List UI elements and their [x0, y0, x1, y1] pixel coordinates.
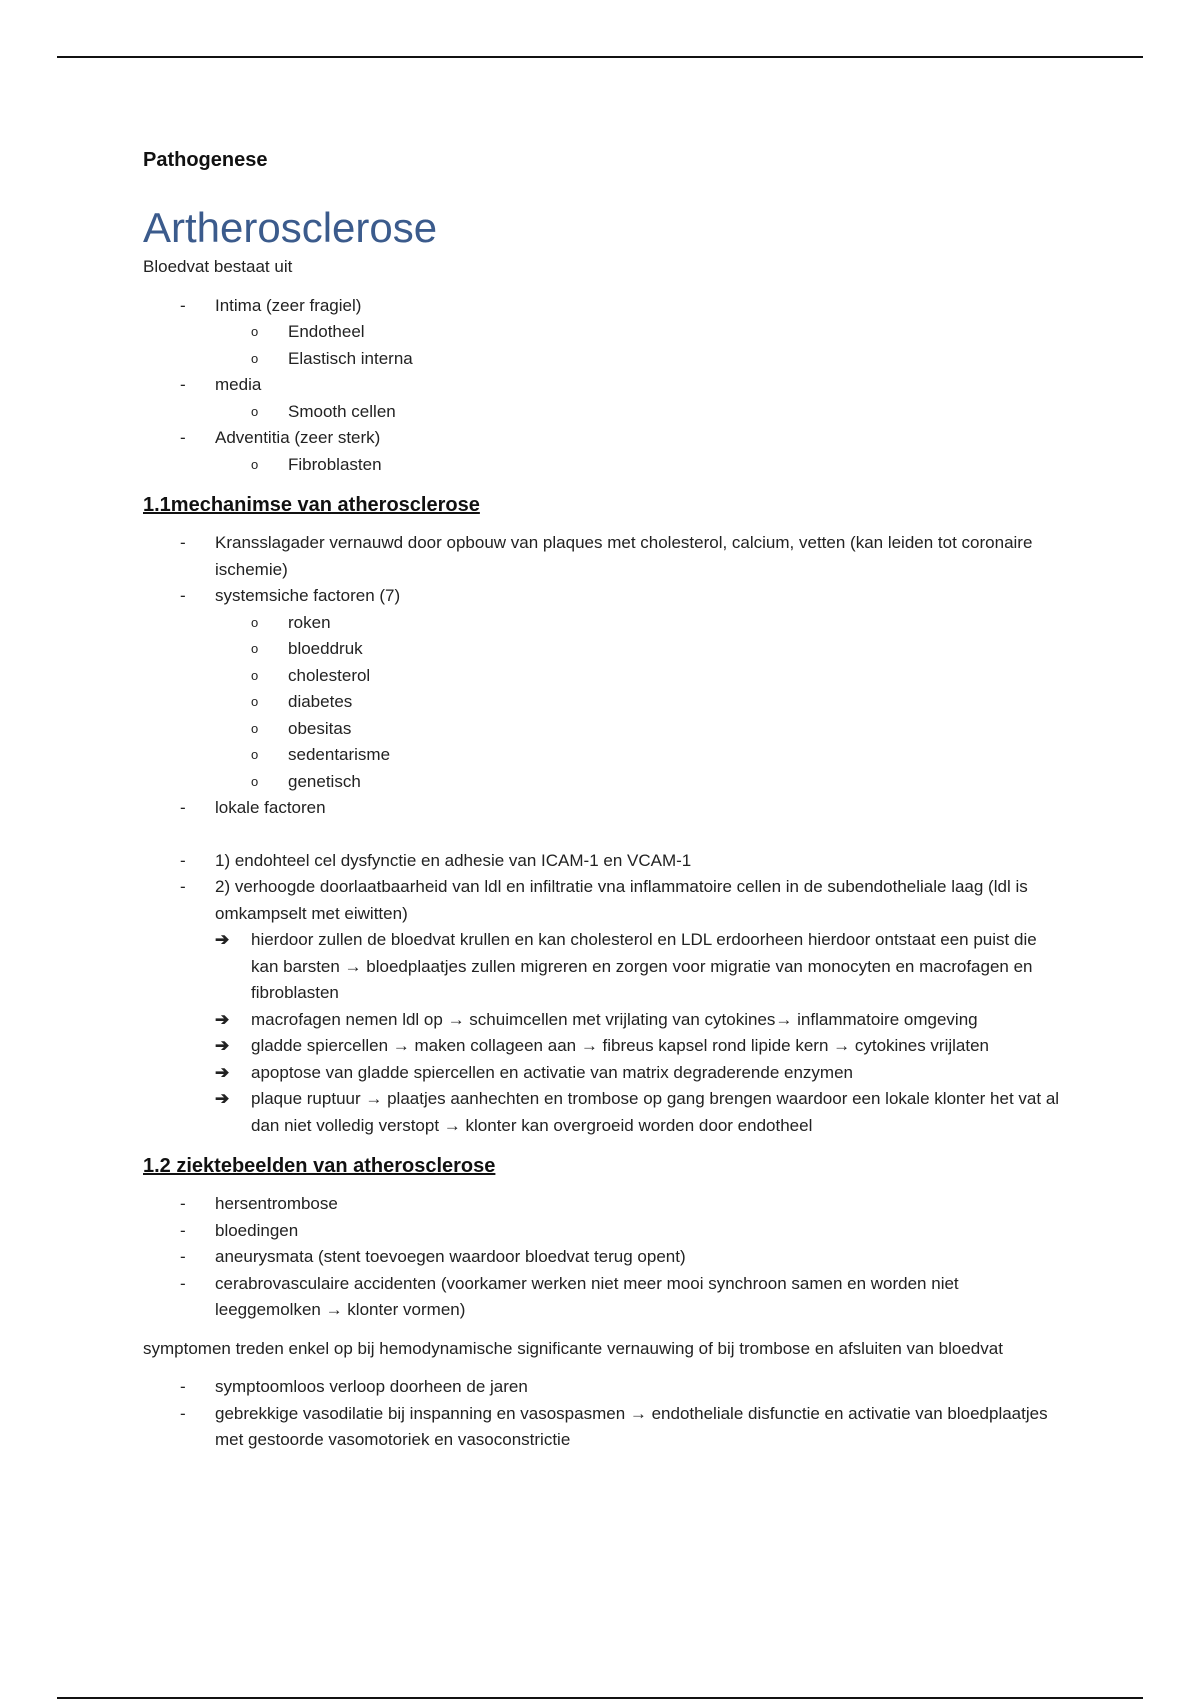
bottom-rule: [57, 1697, 1143, 1699]
arrow-item: ➔ plaque ruptuur → plaatjes aanhechten en trombose op gang brengen waardoor een lokale klonter het vat al dan niet volledig verstopt → klonter kan overgroeid worden door endotheel: [215, 1089, 1060, 1135]
arrow-list: [215, 927, 1063, 1139]
list-item: - symptoomloos verloop doorheen de jaren: [180, 1377, 528, 1396]
list-item: o Elastisch interna: [251, 348, 413, 368]
disease-list: [143, 1191, 1063, 1324]
list-item: - Adventitia (zeer sterk) o Fibroblasten: [143, 425, 1063, 478]
factors-list: [215, 610, 1063, 796]
list-item: o genetisch: [251, 771, 361, 791]
list-item: o obesitas: [251, 718, 352, 738]
mechanism-list: [143, 530, 1063, 1139]
list-item: - aneurysmata (stent toevoegen waardoor bloedvat terug opent): [180, 1247, 686, 1266]
list-item: o Smooth cellen: [251, 401, 396, 421]
list-item: - lokale factoren: [180, 798, 326, 817]
list-item: o cholesterol: [251, 665, 371, 685]
list-item: - hersentrombose: [180, 1194, 338, 1213]
spacer: [143, 822, 1063, 848]
symptoms-list: [143, 1374, 1063, 1454]
arrow-item: ➔ gladde spiercellen → maken collageen aan → fibreus kapsel rond lipide kern → cytokines vrijlaten: [215, 1036, 990, 1055]
list-item: - Intima (zeer fragiel) o Endotheel o Elastisch interna: [143, 293, 1063, 373]
intro-text: Bloedvat bestaat uit: [143, 257, 293, 276]
arrow-item: ➔ macrofagen nemen ldl op → schuimcellen met vrijlating van cytokines→ inflammatoire omgeving: [215, 1009, 978, 1029]
list-item: o sedentarisme: [251, 745, 391, 764]
list-item: - media o Smooth cellen: [143, 372, 1063, 425]
list-item: o Fibroblasten: [251, 454, 382, 474]
list-item: - Kransslagader vernauwd door opbouw van plaques met cholesterol, calcium, vetten (kan leiden tot coronaire ischemie): [180, 533, 1033, 579]
arrow-item: ➔ apoptose van gladde spiercellen en activatie van matrix degraderende enzymen: [215, 1062, 853, 1082]
document-body: [143, 140, 1063, 1454]
list-item: o Endotheel: [251, 322, 365, 341]
page-title: Artherosclerose: [143, 204, 438, 251]
section-heading-1: 1.1mechanimse van atherosclerose: [143, 494, 480, 516]
list-item: - bloedingen: [180, 1220, 299, 1240]
list-item: o diabetes: [251, 692, 353, 711]
list-item: o roken: [251, 612, 331, 632]
list-item: - 1) endohteel cel dysfynctie en adhesie van ICAM-1 en VCAM-1: [180, 850, 692, 870]
top-rule: [57, 56, 1143, 58]
pre-title: Pathogenese: [143, 149, 268, 171]
layers-list: [143, 293, 1063, 479]
list-item: o bloeddruk: [251, 639, 363, 658]
arrow-item: ➔ hierdoor zullen de bloedvat krullen en kan cholesterol en LDL erdoorheen hierdoor ontstaat een puist die kan barsten → bloedplaatjes zullen migreren en zorgen voor migratie van monocyten en macrofagen en fibroblasten: [215, 930, 1037, 1002]
list-item: - gebrekkige vasodilatie bij inspanning en vasospasmen → endotheliale disfunctie en activatie van bloedplaatjes met gestoorde vasomotoriek en vasoconstrictie: [180, 1403, 1048, 1449]
list-item: - cerabrovasculaire accidenten (voorkamer werken niet meer mooi synchroon samen en worden niet leeggemolken → klonter vormen): [180, 1273, 959, 1319]
symptoms-paragraph: symptomen treden enkel op bij hemodynamische significante vernauwing of bij trombose en afsluiten van bloedvat: [143, 1338, 1003, 1358]
list-item: - systemsiche factoren (7) o roken o bloeddruk o cholesterol o diabetes o obesitas o sedentarisme o genetisch: [143, 583, 1063, 795]
list-item: - 2) verhoogde doorlaatbaarheid van ldl en infiltratie vna inflammatoire cellen in de subendotheliale laag (ldl is omkampselt met eiwitten) ➔ hierdoor zullen de bloedvat krullen en kan cholesterol en LDL erdoorheen hierdoor ontstaat een puist die kan barsten → bloedplaatjes zullen migreren en zorgen voor migratie van monocyten en macrofagen en fibroblasten ➔ macrofagen nemen ldl op → schuimcellen met vrijlating van cytokines→ inflammatoire omgeving ➔ gladde spiercellen → maken collageen aan → fibreus kapsel rond lipide kern → cytokines vrijlaten ➔ apoptose van gladde spiercellen en activatie van matrix degraderende enzymen ➔ plaque ruptuur → plaatjes aanhechten en trombose op gang brengen waardoor een lokale klonter het vat al dan niet volledig verstopt → klonter kan overgroeid worden door endotheel: [143, 874, 1063, 1139]
section-heading-2: 1.2 ziektebeelden van atherosclerose: [143, 1155, 496, 1177]
